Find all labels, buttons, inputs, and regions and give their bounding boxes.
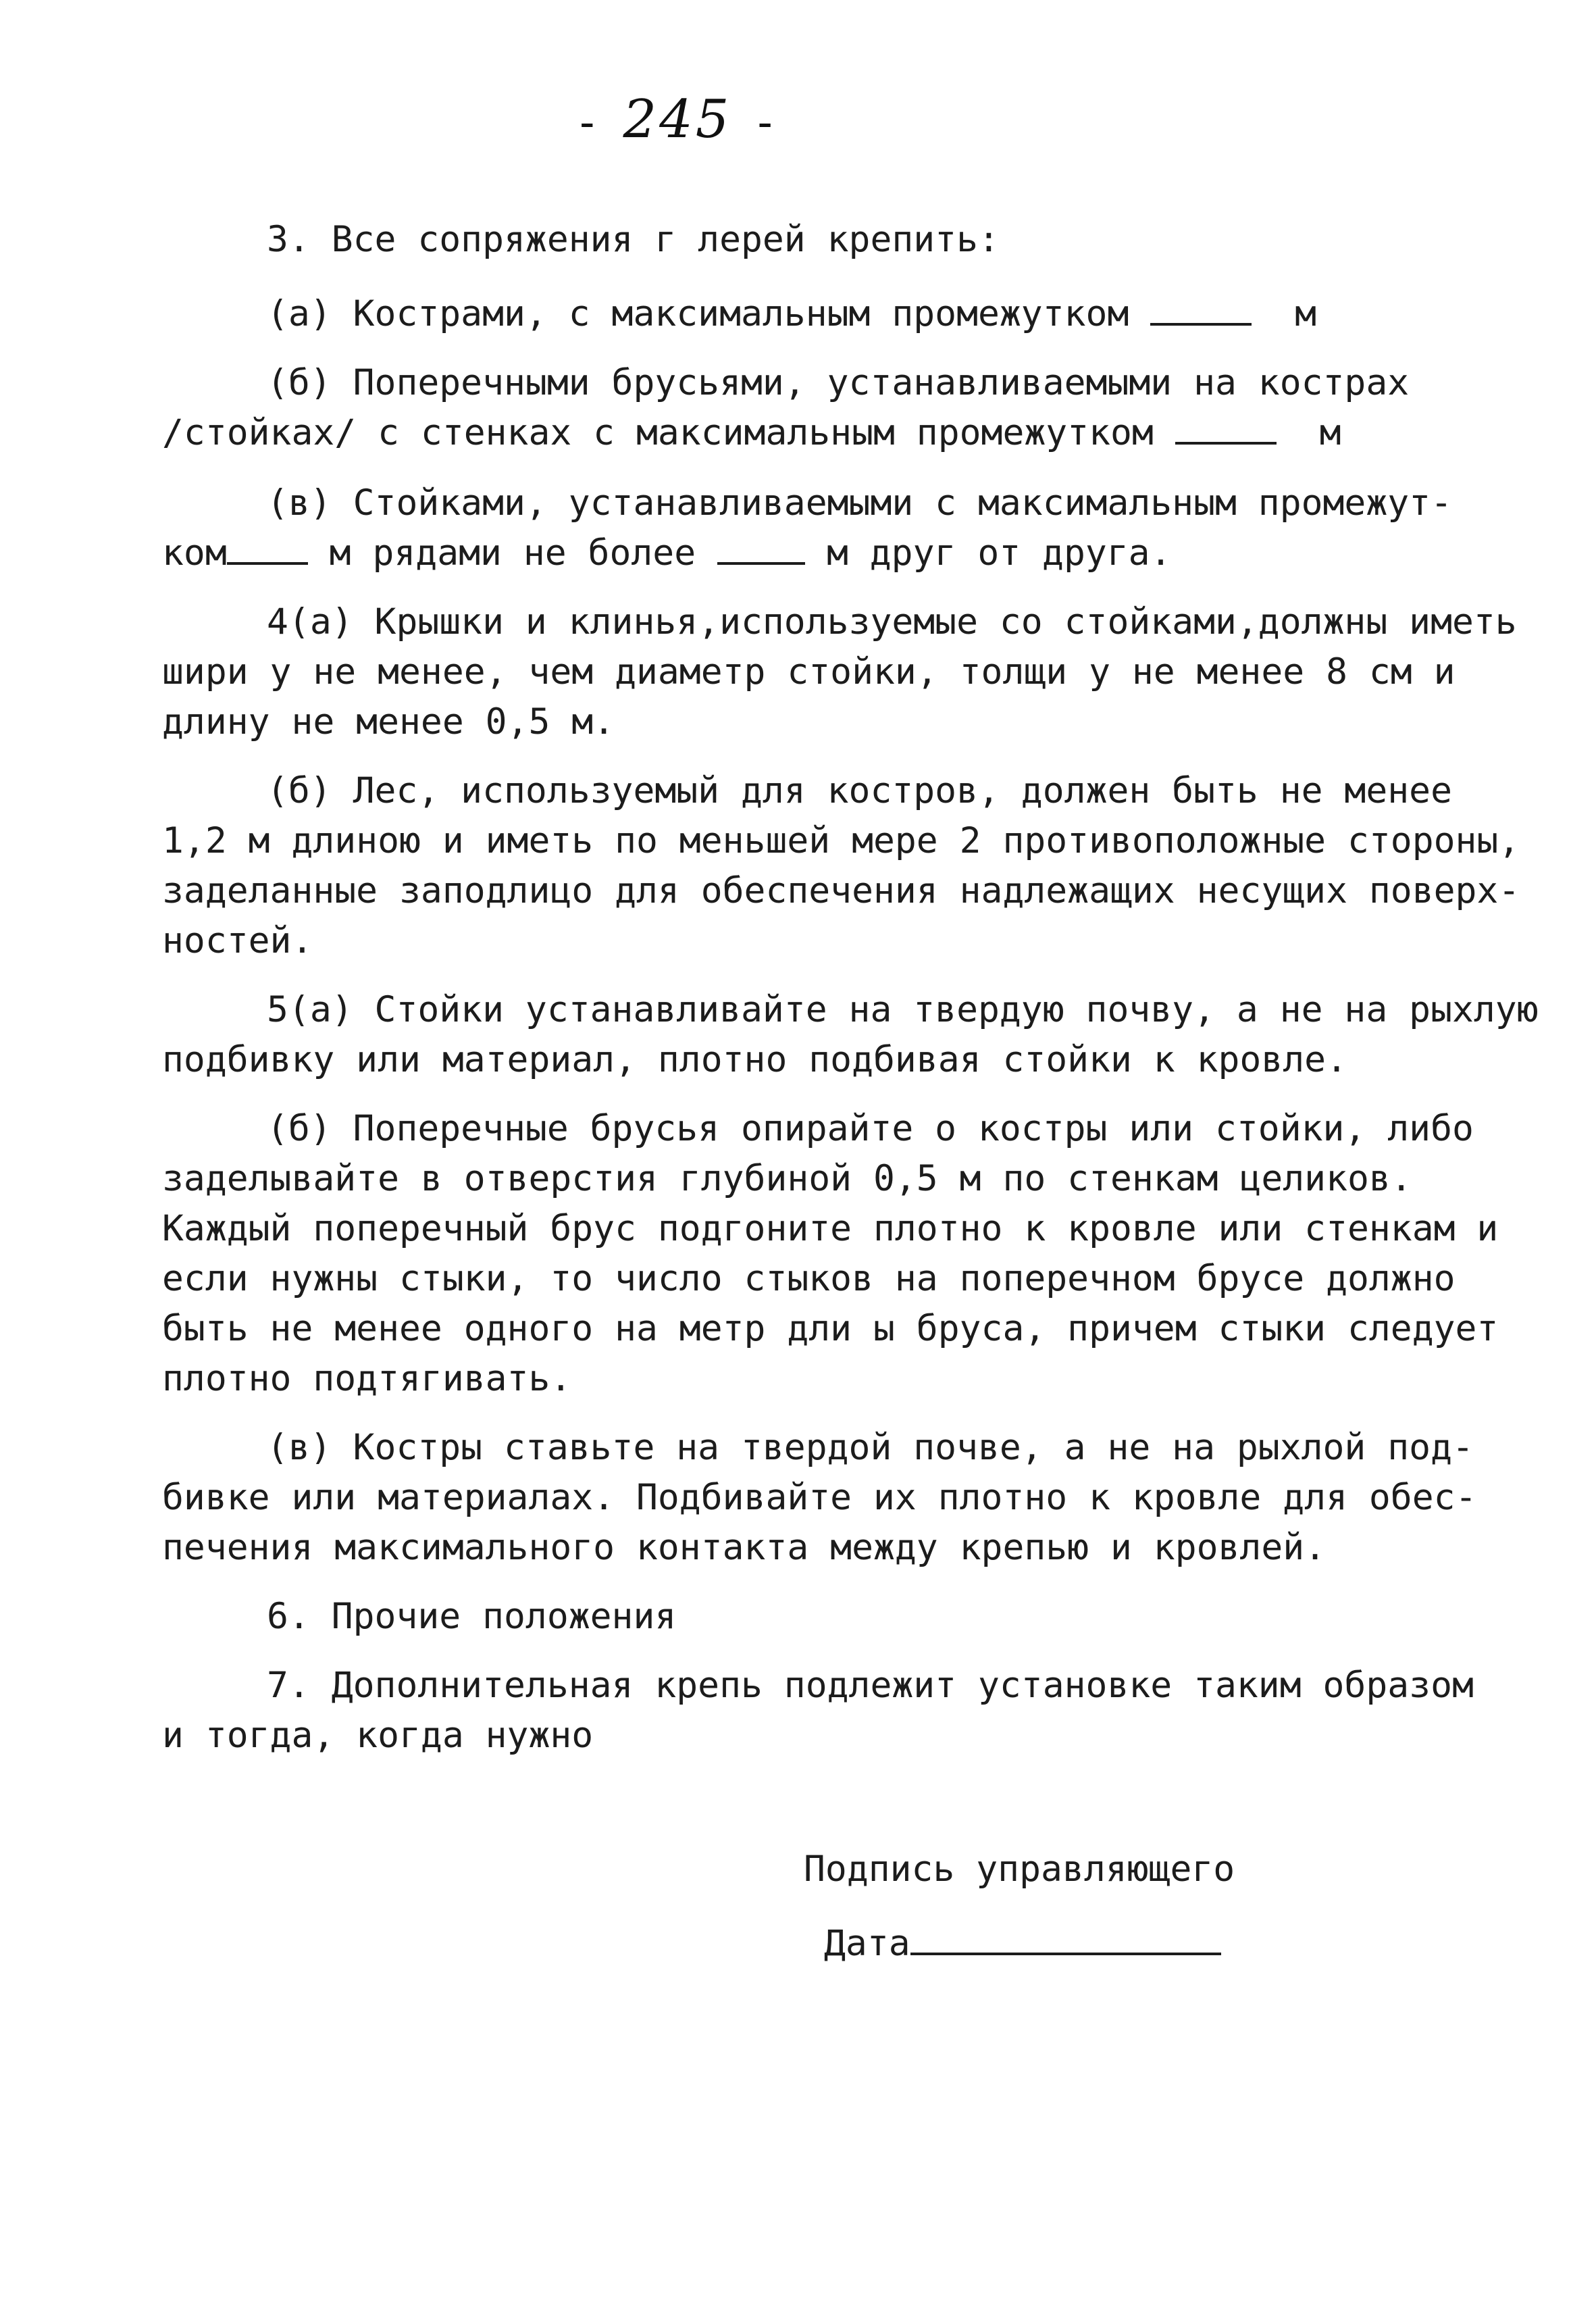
item4-a-line3: длину не менее 0,5 м. — [162, 701, 615, 743]
item5-b-line4: если нужны стыки, то число стыков на поперечном брусе должно — [162, 1258, 1456, 1299]
page-number-handwritten: 245 — [623, 89, 732, 150]
item3-b-unit: м — [1319, 412, 1341, 453]
item3-c-blank2 — [717, 535, 805, 565]
item3-b-blank — [1175, 415, 1277, 445]
item5-b-line1: (б) Поперечные брусья опирайте о костры или стойки, либо — [267, 1108, 1474, 1149]
item3-c-line1: (в) Стойками, устанавливаемыми с максимальным промежут- — [267, 482, 1452, 524]
item3-a — [267, 289, 1316, 339]
item4-b-line1: (б) Лес, используемый для костров, должен быть не менее — [267, 770, 1452, 811]
date-blank — [910, 1923, 1221, 1955]
item4-b-line2: 1,2 м длиною и иметь по меньшей мере 2 противоположные стороны, — [162, 820, 1520, 861]
item5-c-line1: (в) Костры ставьте на твердой почве, а не на рыхлой под- — [267, 1427, 1474, 1468]
item3-c-blank1 — [227, 535, 308, 565]
item5-b-line6: плотно подтягивать. — [162, 1358, 572, 1399]
item3-b-line2 — [162, 408, 1341, 458]
item3-c-mid: м рядами не более — [329, 532, 696, 574]
item3-c-start: ком — [162, 532, 227, 574]
item5-a-line1: 5(а) Стойки устанавливайте на твердую почву, а не на рыхлую — [267, 989, 1539, 1030]
item3-b-line1: (б) Поперечными брусьями, устанавливаемыми на кострах — [267, 362, 1410, 403]
item3-a-text: (а) Кострами, с максимальным промежутком — [267, 293, 1129, 334]
page-number-suffix: - — [752, 98, 781, 148]
item7-line1: 7. Дополнительная крепь подлежит установке таким образом — [267, 1665, 1474, 1706]
item5-b-line2: заделывайте в отверстия глубиной 0,5 м по стенкам целиков. — [162, 1158, 1412, 1199]
item5-c-line2: бивке или материалах. Подбивайте их плотно к кровле для обес- — [162, 1477, 1477, 1518]
item6: 6. Прочие положения — [267, 1596, 677, 1637]
item3-c-line2 — [162, 528, 1172, 578]
item5-b-line5: быть не менее одного на метр дли ы бруса, причем стыки следует — [162, 1308, 1499, 1349]
item5-b-line3: Каждый поперечный брус подгоните плотно к кровле или стенкам и — [162, 1208, 1499, 1249]
item4-b-line3: заделанные заподлицо для обеспечения надлежащих несущих поверх- — [162, 870, 1520, 911]
signature-label: Подпись управляющего — [804, 1848, 1235, 1890]
item4-a-line1: 4(а) Крышки и клинья,используемые со стойками,должны иметь — [267, 601, 1517, 643]
item3-b-text: /стойках/ с стенках с максимальным промежутком — [162, 412, 1154, 453]
item7-line2: и тогда, когда нужно — [162, 1715, 594, 1756]
item3-heading: 3. Все сопряжения г лерей крепить: — [267, 219, 1000, 260]
item3-a-unit: м — [1295, 293, 1317, 334]
page-number-prefix: - — [574, 98, 603, 148]
item3-a-blank — [1150, 296, 1252, 326]
date-label: Дата — [824, 1923, 910, 1964]
page-number — [574, 89, 781, 150]
item4-b-line4: ностей. — [162, 920, 313, 961]
item5-a-line2: подбивку или материал, плотно подбивая стойки к кровле. — [162, 1039, 1347, 1080]
item5-c-line3: печения максимального контакта между крепью и кровлей. — [162, 1527, 1327, 1568]
item3-c-end: м друг от друга. — [826, 532, 1172, 574]
item4-a-line2: шири у не менее, чем диаметр стойки, толщи у не менее 8 см и — [162, 651, 1456, 693]
date-row — [824, 1919, 1221, 1969]
